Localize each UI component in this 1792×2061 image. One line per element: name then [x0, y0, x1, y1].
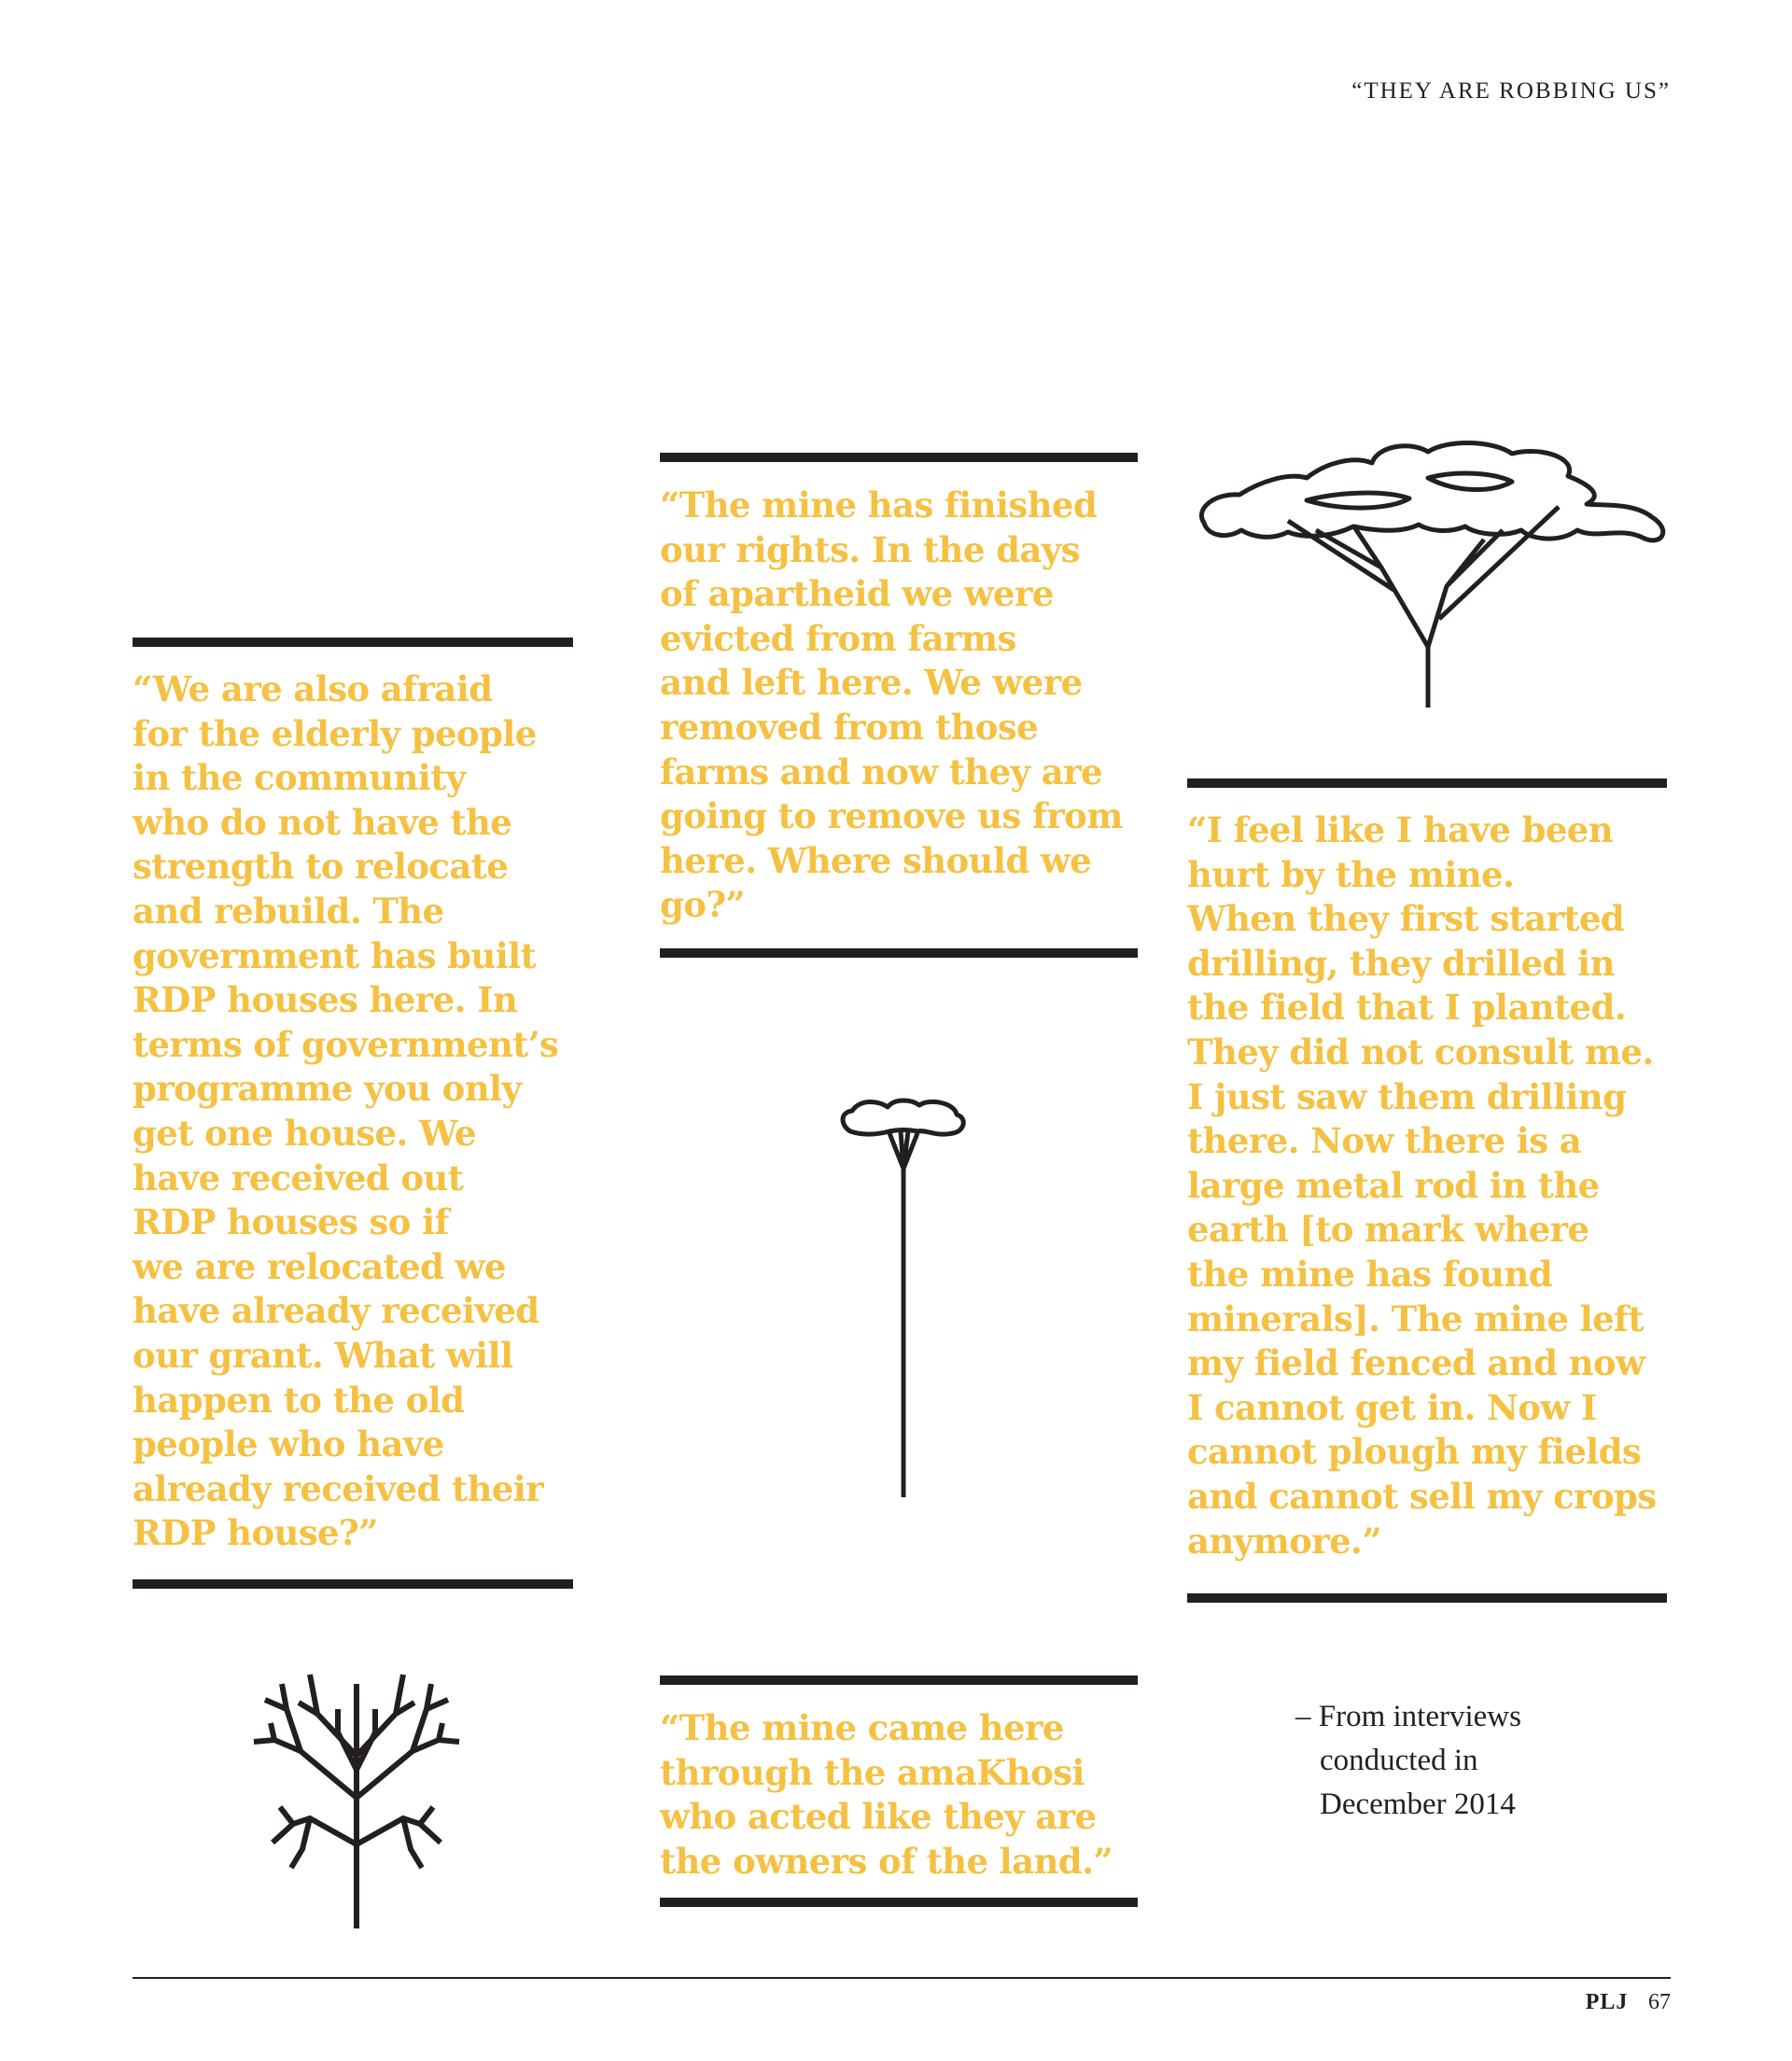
quote-line: the field that I planted. — [1187, 987, 1627, 1029]
quote-line: our grant. What will — [133, 1334, 513, 1376]
acacia-tree-icon — [1195, 437, 1671, 708]
quote-line: earth [to mark where — [1187, 1209, 1589, 1251]
running-head: “THEY ARE ROBBING US” — [1351, 78, 1671, 104]
pull-quote-amakhosi — [660, 1706, 1113, 1884]
quote-line: people who have — [133, 1423, 444, 1465]
quote-line: who acted like they are — [660, 1796, 1097, 1838]
quote-line: RDP houses here. In — [133, 979, 518, 1021]
quote-line: and cannot sell my crops — [1187, 1475, 1657, 1517]
pull-quote-apartheid — [660, 484, 1123, 928]
quote-line: When they first started — [1187, 898, 1625, 940]
quote-line: through the amaKhosi — [660, 1751, 1085, 1793]
small-acacia-tree-icon — [833, 1094, 973, 1497]
quote-rule-bottom — [1187, 1593, 1667, 1603]
quote-line: have received out — [133, 1157, 464, 1199]
quote-line: anymore.” — [1187, 1520, 1382, 1562]
pull-quote-elderly — [133, 667, 558, 1556]
pull-quote-drilling — [1187, 808, 1656, 1563]
quote-line: the owners of the land.” — [660, 1840, 1113, 1882]
magazine-name: PLJ — [1585, 1990, 1629, 2014]
quote-line: They did not consult me. — [1187, 1030, 1654, 1073]
quote-line: happen to the old — [133, 1379, 465, 1421]
quote-line: strength to relocate — [133, 846, 509, 888]
quote-rule-top — [660, 453, 1138, 462]
attribution — [1295, 1695, 1521, 1827]
quote-line: drilling, they drilled in — [1187, 942, 1615, 984]
quote-line: farms and now they are — [660, 750, 1102, 792]
quote-line: I just saw them drilling — [1187, 1075, 1627, 1117]
attribution-line: December 2014 — [1320, 1788, 1516, 1821]
quote-line: large metal rod in the — [1187, 1164, 1600, 1206]
quote-rule-top — [133, 638, 573, 647]
quote-line: evicted from farms — [660, 617, 1016, 659]
footer-rule — [133, 1977, 1671, 1979]
attribution-line: – From interviews — [1295, 1700, 1521, 1733]
quote-line: our rights. In the days — [660, 528, 1080, 570]
bare-branch-tree-icon — [245, 1658, 469, 1928]
quote-line: the mine has found — [1187, 1253, 1552, 1295]
quote-line: “I feel like I have been — [1187, 809, 1614, 850]
folio — [1493, 1988, 1671, 2015]
quote-line: government has built — [133, 934, 537, 976]
quote-line: “The mine came here — [660, 1707, 1064, 1748]
quote-line: cannot plough my fields — [1187, 1431, 1642, 1473]
quote-line: have already received — [133, 1290, 539, 1332]
quote-line: “The mine has finished — [660, 484, 1098, 526]
quote-line: for the elderly people — [133, 712, 537, 754]
quote-line: my field fenced and now — [1187, 1342, 1645, 1384]
quote-line: get one house. We — [133, 1112, 476, 1154]
quote-line: and left here. We were — [660, 662, 1083, 704]
quote-rule-bottom — [660, 1898, 1138, 1907]
quote-line: of apartheid we were — [660, 573, 1054, 615]
quote-line: hurt by the mine. — [1187, 853, 1515, 895]
quote-rule-bottom — [660, 948, 1138, 958]
quote-line: we are relocated we — [133, 1245, 506, 1287]
quote-line: who do not have the — [133, 801, 512, 843]
quote-line: here. Where should we — [660, 839, 1092, 881]
quote-line: programme you only — [133, 1068, 522, 1110]
quote-line: go?” — [660, 884, 746, 926]
quote-line: going to remove us from — [660, 795, 1123, 837]
quote-line: already received their — [133, 1467, 544, 1509]
quote-line: RDP houses so if — [133, 1201, 449, 1243]
quote-rule-top — [660, 1675, 1138, 1685]
quote-line: there. Now there is a — [1187, 1120, 1582, 1162]
quote-line: “We are also afraid — [133, 668, 493, 709]
quote-rule-bottom — [133, 1579, 573, 1589]
quote-line: removed from those — [660, 706, 1039, 748]
quote-line: in the community — [133, 757, 466, 799]
quote-line: terms of government’s — [133, 1023, 559, 1065]
attribution-line: conducted in — [1320, 1744, 1478, 1777]
quote-line: RDP house?” — [133, 1512, 378, 1554]
quote-line: minerals]. The mine left — [1187, 1297, 1644, 1339]
page-number: 67 — [1648, 1990, 1671, 2014]
quote-line: and rebuild. The — [133, 890, 444, 932]
quote-line: I cannot get in. Now I — [1187, 1386, 1597, 1428]
quote-rule-top — [1187, 778, 1667, 788]
